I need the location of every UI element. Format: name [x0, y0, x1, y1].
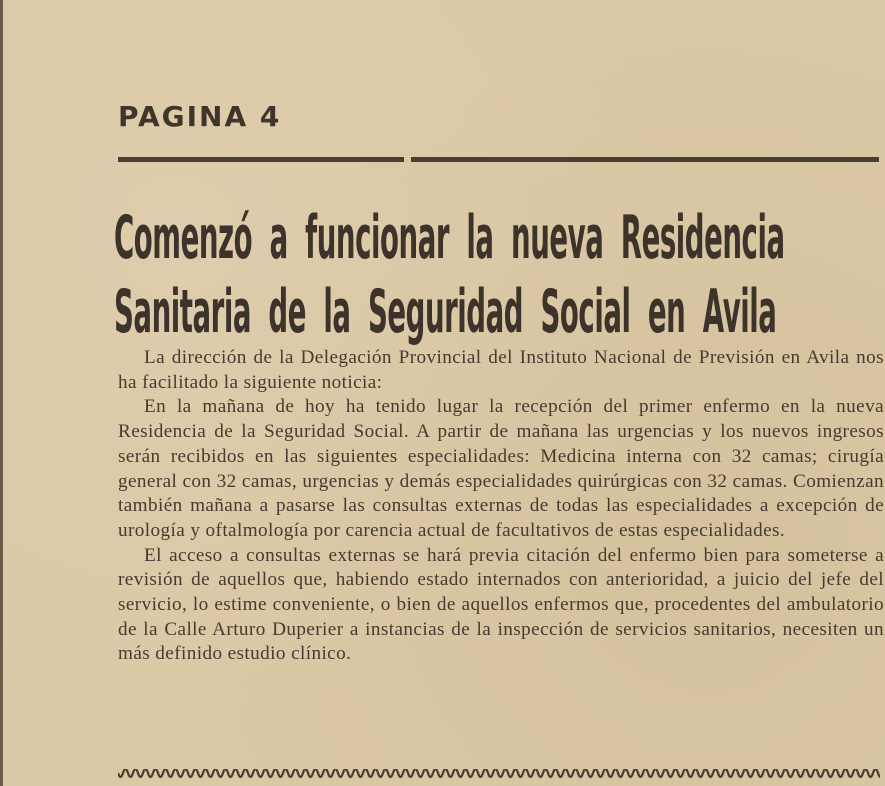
header-rule-left [118, 157, 404, 162]
headline-line-1: Comenzó a funcionar la nueva Residencia [114, 203, 785, 274]
wavy-divider [118, 766, 880, 778]
page-edge [0, 0, 3, 786]
article-headline [114, 201, 814, 349]
paragraph-3: El acceso a consultas externas se hará previa citación del enfermo bien para someterse a revisión de aquellos que, habiendo estado internados con anterioridad, a juicio del jefe del servicio, lo estime conveniente, o bien de aquellos enfermos que, procedentes del ambulatorio de la Calle Arturo Duperier a instancias de la inspección de servicios sanitarios, necesiten un más definido estudio clínico. [118, 544, 884, 665]
headline-line-2: Sanitaria de la Seguridad Social en Avila [114, 277, 777, 348]
article-body [118, 346, 884, 667]
header-rule-right [411, 157, 879, 162]
paragraph-1: La dirección de la Delegación Provincial del Instituto Nacional de Previsión en Avila nos ha facilitado la siguiente noticia: [118, 347, 884, 393]
paragraph-2: En la mañana de hoy ha tenido lugar la recepción del primer enfermo en la nueva Residencia de la Seguridad Social. A partir de mañana las urgencias y los nuevos ingresos serán recibidos en las siguientes especialidades: Medicina interna con 32 camas; cirugía general con 32 camas, urgencias y demás especialidades quirúrgicas con 32 camas. Comienzan también mañana a pasarse las consultas externas de todas las especialidades a excepción de urología y oftalmología por carencia actual de facultativos de estas especialidades. [118, 396, 884, 541]
page-number-label: PAGINA 4 [118, 100, 282, 133]
